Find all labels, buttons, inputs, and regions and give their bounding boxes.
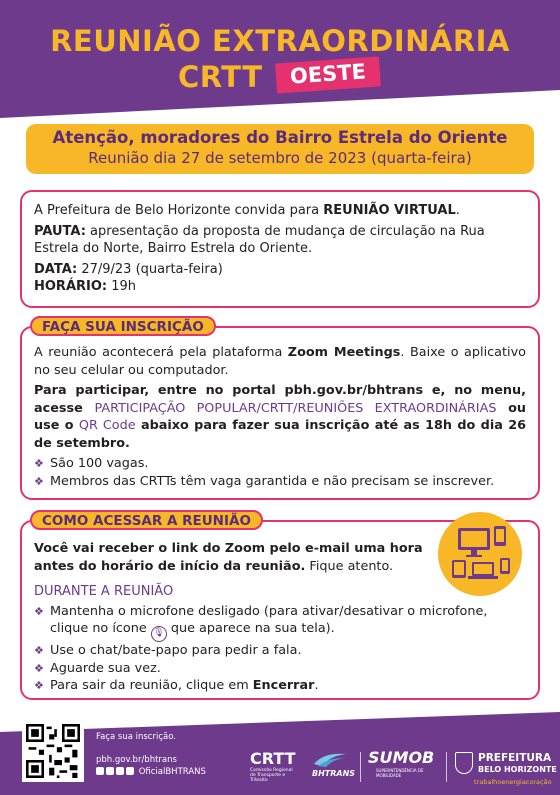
list-item (34, 677, 526, 695)
sumob-logo-sub: SUPERINTENDÊNCIA DE MOBILIDADE (376, 768, 424, 778)
diamond-bullet-icon: ❖ (34, 644, 44, 657)
diamond-bullet-icon: ❖ (34, 679, 44, 692)
pauta-text2: da proposta de mudança de circulação na Rua Estrela do Norte, Bairro Estrela do Oriente. (34, 223, 485, 256)
region-badge: OESTE (275, 56, 381, 93)
bhtrans-swoosh-icon (312, 750, 348, 768)
youtube-icon[interactable] (96, 767, 104, 775)
registration-tab: FAÇA SUA INSCRIÇÃO (30, 316, 216, 336)
logo-divider (446, 752, 447, 782)
social-line (96, 767, 206, 777)
invite-intro (34, 202, 526, 220)
footer-wedge (0, 712, 560, 732)
pauta-text1: apresentação (85, 223, 183, 239)
crtt-logo-sub: Comissão Regional de Transporte e Trânsito (250, 768, 293, 783)
reg-p2-c: ou use o (34, 400, 526, 433)
diamond-bullet-icon: ❖ (34, 457, 44, 470)
access-p1 (34, 540, 434, 575)
list-item (34, 660, 526, 678)
instagram-icon[interactable] (106, 767, 114, 775)
crtt-logo: CRTT (250, 749, 296, 768)
list-item (34, 473, 526, 491)
reg-p1-a: A reunião acontecerá pela plataforma (34, 345, 288, 360)
reg-p2-a: Para participar, entre no portal pbh.gov.br/bhtrans e, no menu, acesse (34, 383, 526, 416)
reg-p2-qr: QR Code (78, 418, 136, 433)
reg-p1-zoom: Zoom Meetings (287, 345, 401, 360)
bullet-text: São 100 vagas. (50, 456, 149, 471)
qr-caption: Faça sua inscrição. (96, 732, 176, 742)
microphone-icon: 🎙 (151, 626, 167, 642)
registration-p1 (34, 344, 526, 379)
during-title: DURANTE A REUNIÃO (34, 584, 174, 599)
x-icon[interactable] (126, 767, 134, 775)
facebook-icon[interactable] (116, 767, 124, 775)
horario-line (34, 278, 526, 296)
attention-title: Atenção, moradores do Bairro Estrela do Oriente (52, 128, 508, 147)
page-title-crtt: CRTT (178, 60, 263, 94)
horario-value: 19h (107, 279, 137, 294)
horario-label: HORÁRIO: (34, 279, 108, 294)
bullet-text: . (314, 678, 319, 693)
data-line (34, 261, 526, 279)
bullet-text: Membros das CRTTs têm vaga garantida e não precisam se inscrever. (50, 473, 495, 489)
bullet-text: que aparece na sua tela). (166, 621, 335, 636)
prefeitura-logo-line1: PREFEITURA (478, 752, 552, 764)
data-label: DATA: (34, 261, 78, 277)
devices-svg (438, 512, 522, 596)
registration-p2 (34, 382, 526, 452)
header-wedge (0, 90, 560, 118)
diamond-bullet-icon: ❖ (34, 474, 44, 488)
prefeitura-tagline: trabalhoenergiacoração (474, 778, 552, 786)
list-item (34, 603, 526, 643)
logo-divider (360, 752, 361, 782)
bullet-bold: Encerrar (252, 678, 315, 693)
bullet-text: Use o chat/bate-papo para pedir a fala. (50, 643, 302, 658)
diamond-bullet-icon: ❖ (34, 604, 44, 618)
prefeitura-logo-line2: BELO HORIZONTE (478, 765, 557, 774)
access-p1-end: Fique atento. (305, 558, 394, 574)
pauta-label: PAUTA: (34, 223, 86, 239)
social-handle: OficialBHTRANS (138, 767, 206, 777)
bullet-text: Mantenha o microfone desligado (para ativar/desativar o microfone, clique no ícone (50, 603, 488, 636)
qr-code[interactable] (22, 720, 84, 782)
sumob-logo: SUMOB (368, 748, 435, 767)
footer (0, 712, 560, 795)
invite-intro-text: A Prefeitura de Belo Horizonte convida para (34, 203, 324, 218)
bhtrans-logo: BHTRANS (312, 769, 356, 778)
qr-code-graphic (26, 724, 80, 778)
invite-intro-bold: REUNIÃO VIRTUAL (323, 203, 456, 218)
city-crest-icon (455, 752, 473, 774)
during-bullets (34, 603, 526, 695)
attention-banner (26, 124, 534, 174)
reg-p1-c: . Baixe o aplicativo no seu celular ou computador. (34, 345, 526, 378)
reg-p2-menu-path[interactable]: PARTICIPAÇÃO POPULAR/CRTT/REUNIÕES EXTRAORDINÁRIAS (94, 400, 497, 416)
pauta-line (34, 223, 526, 258)
page-title: REUNIÃO EXTRAORDINÁRIA (50, 24, 510, 58)
list-item (34, 455, 526, 473)
invite-box (20, 190, 540, 308)
access-tab: COMO ACESSAR A REUNIÃO (30, 510, 263, 530)
list-item (34, 642, 526, 660)
header-banner (0, 0, 560, 118)
data-value: 27/9/23 (quarta-feira) (77, 261, 223, 277)
devices-illustration-icon (438, 512, 522, 596)
reg-p2-e: abaixo para fazer sua inscrição até as 18h do dia 26 de setembro. (34, 418, 526, 451)
bullet-text: Para sair da reunião, clique em (50, 678, 253, 693)
attention-subtitle: Reunião dia 27 de setembro de 2023 (quarta-feira) (88, 149, 472, 167)
registration-bullets (34, 455, 526, 490)
bullet-text: Aguarde sua vez. (50, 660, 161, 676)
invite-intro-end: . (455, 203, 460, 218)
footer-url[interactable]: pbh.gov.br/bhtrans (96, 755, 177, 765)
registration-box (20, 319, 540, 500)
diamond-bullet-icon: ❖ (34, 661, 44, 675)
access-p1-bold: Você vai receber o link do Zoom pelo e-mail uma hora antes do horário de início da reunião. (34, 541, 423, 574)
